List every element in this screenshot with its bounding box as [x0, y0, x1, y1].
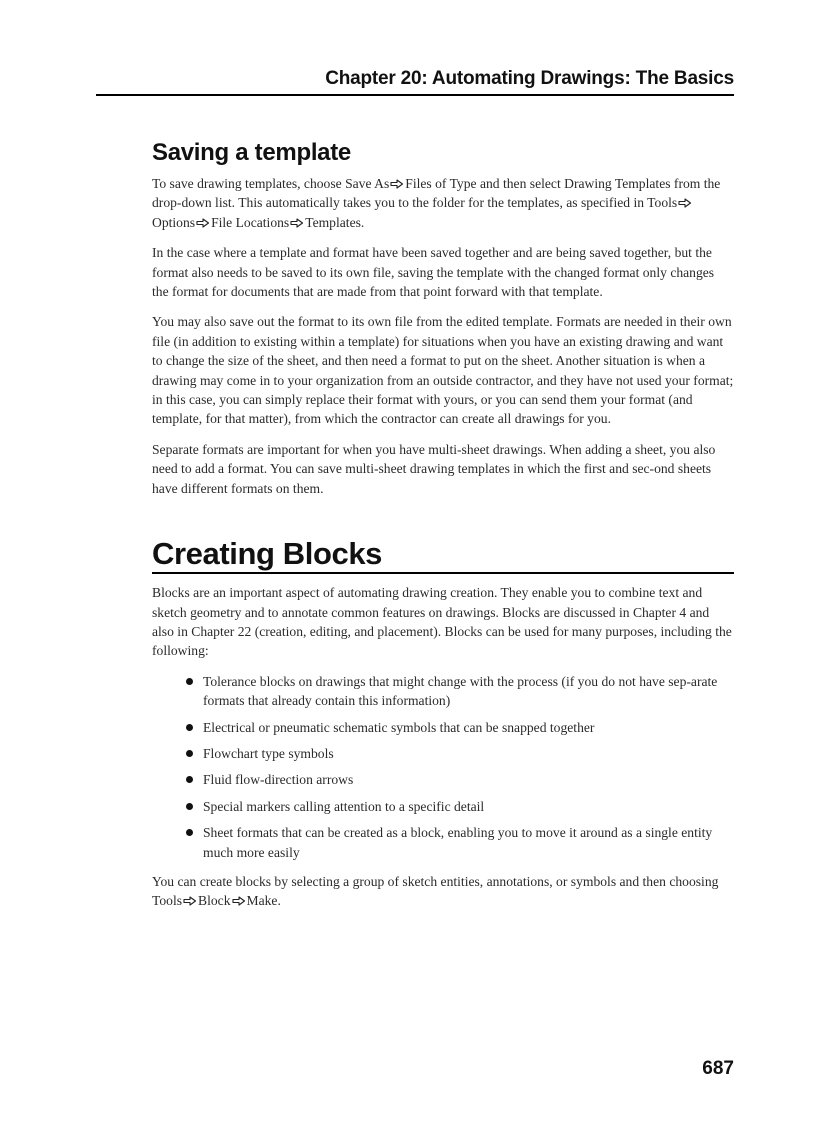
section-title-saving-template: Saving a template [152, 139, 351, 166]
bullet-icon [186, 724, 193, 731]
paragraph-blocks-intro: Blocks are an important aspect of automating drawing creation. They enable you to combine text and sketch geometry and to annotate common features on drawings. Blocks are discussed in Chapter 4 and also in Chapter 22 (creation, editing, and placement). Blocks can be used for many purposes, including the following: [152, 585, 732, 659]
list-item [184, 672, 734, 711]
bullet-icon [186, 678, 193, 685]
page-number: 687 [702, 1058, 734, 1079]
text-fragment: Files of Type and then select Drawing Templates from the drop-down list. This automatically takes you to the folder for the templates, as specified in Tools [152, 176, 721, 211]
list-item [184, 718, 734, 737]
list-item-text: Sheet formats that can be created as a block, enabling you to move it around as a single entity much more easily [203, 825, 713, 860]
text-fragment: Make. [246, 893, 281, 909]
menu-arrow-icon [232, 896, 246, 906]
text-fragment: You can create blocks by selecting a group of sketch entities, annotations, or symbols and then choosing Tools [152, 873, 719, 909]
list-item [184, 744, 734, 763]
bullet-icon [186, 776, 193, 783]
text-fragment: Templates. [305, 214, 365, 230]
bullet-icon [186, 829, 193, 836]
section-title-creating-blocks: Creating Blocks [152, 536, 734, 574]
menu-arrow-icon [678, 198, 692, 208]
page-content [152, 138, 734, 922]
text-fragment: Options [152, 214, 196, 230]
menu-arrow-icon [390, 179, 404, 189]
running-head [96, 66, 734, 96]
paragraph-create-blocks [152, 872, 734, 911]
text-fragment: Block [198, 893, 231, 909]
menu-arrow-icon [183, 896, 197, 906]
bullet-icon [186, 803, 193, 810]
list-item-text: Fluid flow-direction arrows [203, 772, 354, 788]
list-item-text: Tolerance blocks on drawings that might change with the process (if you do not have sep-arate formats that already contain this information) [203, 673, 718, 709]
list-item-text: Flowchart type symbols [203, 745, 334, 761]
list-item [184, 797, 734, 816]
menu-arrow-icon [290, 218, 304, 228]
paragraph-separate-formats: Separate formats are important for when you have multi-sheet drawings. When adding a sheet, you also need to add a format. You can save multi-sheet drawing templates in which the first and sec-ond sheets have different formats on them. [152, 441, 716, 496]
bullet-icon [186, 750, 193, 757]
running-title: Chapter 20: Automating Drawings: The Basics [325, 68, 734, 89]
list-item-text: Special markers calling attention to a specific detail [203, 798, 485, 814]
paragraph-template-format: In the case where a template and format have been saved together and are being saved together, but the format also needs to be saved to its own file, saving the template with the changed format only changes the format for documents that are made from that point forward with that template. [152, 245, 715, 300]
text-fragment: File Locations [211, 214, 290, 230]
list-item [184, 770, 734, 789]
paragraph-save-format: You may also save out the format to its own file from the edited template. Formats are needed in their own file (in addition to existing within a template) for situations when you have an existing drawing and want to change the size of the sheet, and then need a format to put on the sheet. Another situation is when a drawing may come in to your organization from an outside contractor, and they have not used your format; in this case, you can simply replace their format with yours, or you can send them your format (and template, for that matter), from which the contractor can create all drawings for you. [152, 314, 734, 427]
paragraph-save-templates [152, 174, 734, 232]
list-item-text: Electrical or pneumatic schematic symbols that can be snapped together [203, 719, 595, 735]
text-fragment: To save drawing templates, choose Save As [152, 176, 390, 191]
menu-arrow-icon [196, 218, 210, 228]
list-item [184, 823, 734, 862]
bullet-list [152, 672, 734, 862]
